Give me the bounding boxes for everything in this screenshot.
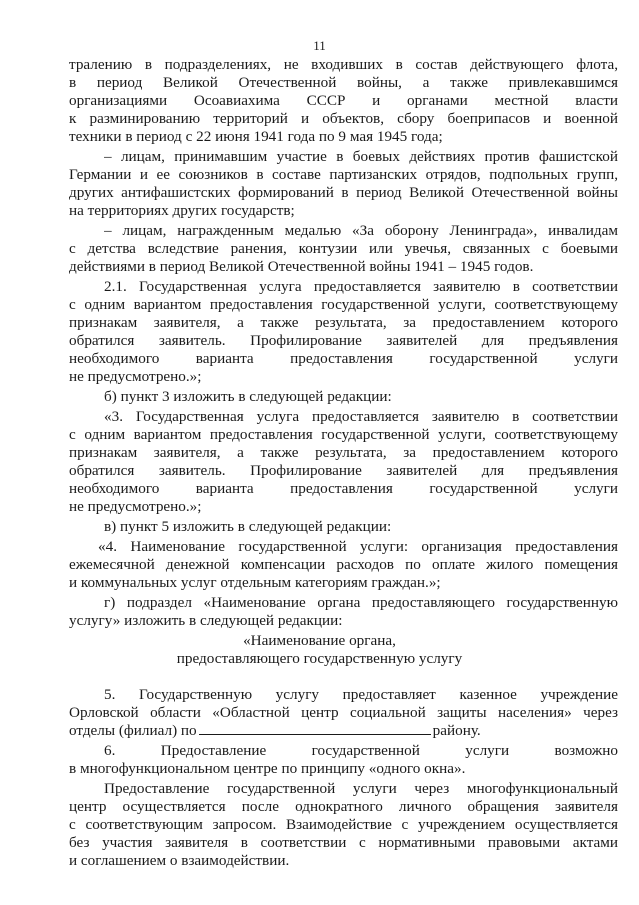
text-line: организациями Осоавиахима СССР и органами местной власти	[69, 92, 618, 109]
text-line: с детства вследствие ранения, контузии или увечья, связанных с боевыми	[69, 240, 618, 257]
text-line: действиями в период Великой Отечественной войны 1941 – 1945 годов.	[69, 258, 534, 275]
text-line: услугу» изложить в следующей редакции:	[69, 612, 343, 629]
text-line: б) пункт 3 изложить в следующей редакции:	[104, 388, 392, 405]
page-number: 11	[313, 38, 326, 53]
text-line: техники в период с 22 июня 1941 года по 9 мая 1945 года;	[69, 128, 443, 145]
text-line: к разминированию территорий и объектов, сбору боеприпасов и военной	[69, 110, 618, 127]
text-line: – лицам, принимавшим участие в боевых действиях против фашистской	[104, 148, 618, 165]
text-line: г) подраздел «Наименование органа предоставляющего государственную	[104, 594, 618, 611]
text-line: ежемесячной денежной компенсации расходов по оплате жилого помещения	[69, 556, 618, 573]
text-line: «3. Государственная услуга предоставляется заявителю в соответствии	[104, 408, 618, 425]
text-line: 5. Государственную услугу предоставляет казенное учреждение	[104, 686, 618, 703]
text-line: и коммунальных услуг отдельным категориям граждан.»;	[69, 574, 441, 591]
text-line: с соответствующим запросом. Взаимодействие с учреждением осуществляется	[69, 816, 618, 833]
text-line: на территориях других государств;	[69, 202, 295, 219]
text-line: 2.1. Государственная услуга предоставляется заявителю в соответствии	[104, 278, 618, 295]
section-heading: предоставляющего государственную услугу	[176, 650, 463, 667]
text-line: с одним вариантом предоставления государственной услуги, соответствующему	[69, 426, 618, 443]
fill-in-suffix: району.	[432, 722, 481, 739]
text-line: с одним вариантом предоставления государственной услуги, соответствующему	[69, 296, 618, 313]
text-line: в) пункт 5 изложить в следующей редакции:	[104, 518, 392, 535]
text-line: центр осуществляется после однократного личного обращения заявителя	[69, 798, 618, 815]
text-line: не предусмотрено.»;	[69, 498, 202, 515]
fill-in-line	[69, 722, 618, 739]
text-line: необходимого варианта предоставления государственной услуги	[69, 480, 618, 497]
blank-field	[199, 722, 431, 735]
text-line: Орловской области «Областной центр социальной защиты населения» через	[69, 704, 618, 721]
text-line: без участия заявителя в соответствии с нормативными правовыми актами	[69, 834, 618, 851]
text-line: других антифашистских формирований в период Великой Отечественной войны	[69, 184, 618, 201]
text-line: обратился заявитель. Профилирование заявителей для предъявления	[69, 462, 618, 479]
text-line: в период Великой Отечественной войны, а также привлекавшимся	[69, 74, 618, 91]
section-heading: «Наименование органа,	[243, 632, 396, 649]
text-line: обратился заявитель. Профилирование заявителей для предъявления	[69, 332, 618, 349]
text-line: – лицам, награжденным медалью «За оборону Ленинграда», инвалидам	[104, 222, 618, 239]
text-line: необходимого варианта предоставления государственной услуги	[69, 350, 618, 367]
text-line: и соглашением о взаимодействии.	[69, 852, 290, 869]
text-line: в многофункциональном центре по принципу «одного окна».	[69, 760, 466, 777]
fill-in-prefix: отделы (филиал) по	[69, 722, 197, 739]
text-line: признакам заявителя, а также результата, за предоставлением которого	[69, 444, 618, 461]
text-line: не предусмотрено.»;	[69, 368, 202, 385]
text-line: 6. Предоставление государственной услуги возможно	[104, 742, 618, 759]
text-line: признакам заявителя, а также результата, за предоставлением которого	[69, 314, 618, 331]
text-line: тралению в подразделениях, не входивших в состав действующего флота,	[69, 56, 618, 73]
text-line: «4. Наименование государственной услуги: организация предоставления	[98, 538, 618, 555]
text-line: Германии и ее союзников в составе партизанских отрядов, подпольных групп,	[69, 166, 618, 183]
text-line: Предоставление государственной услуги через многофункциональный	[104, 780, 618, 797]
